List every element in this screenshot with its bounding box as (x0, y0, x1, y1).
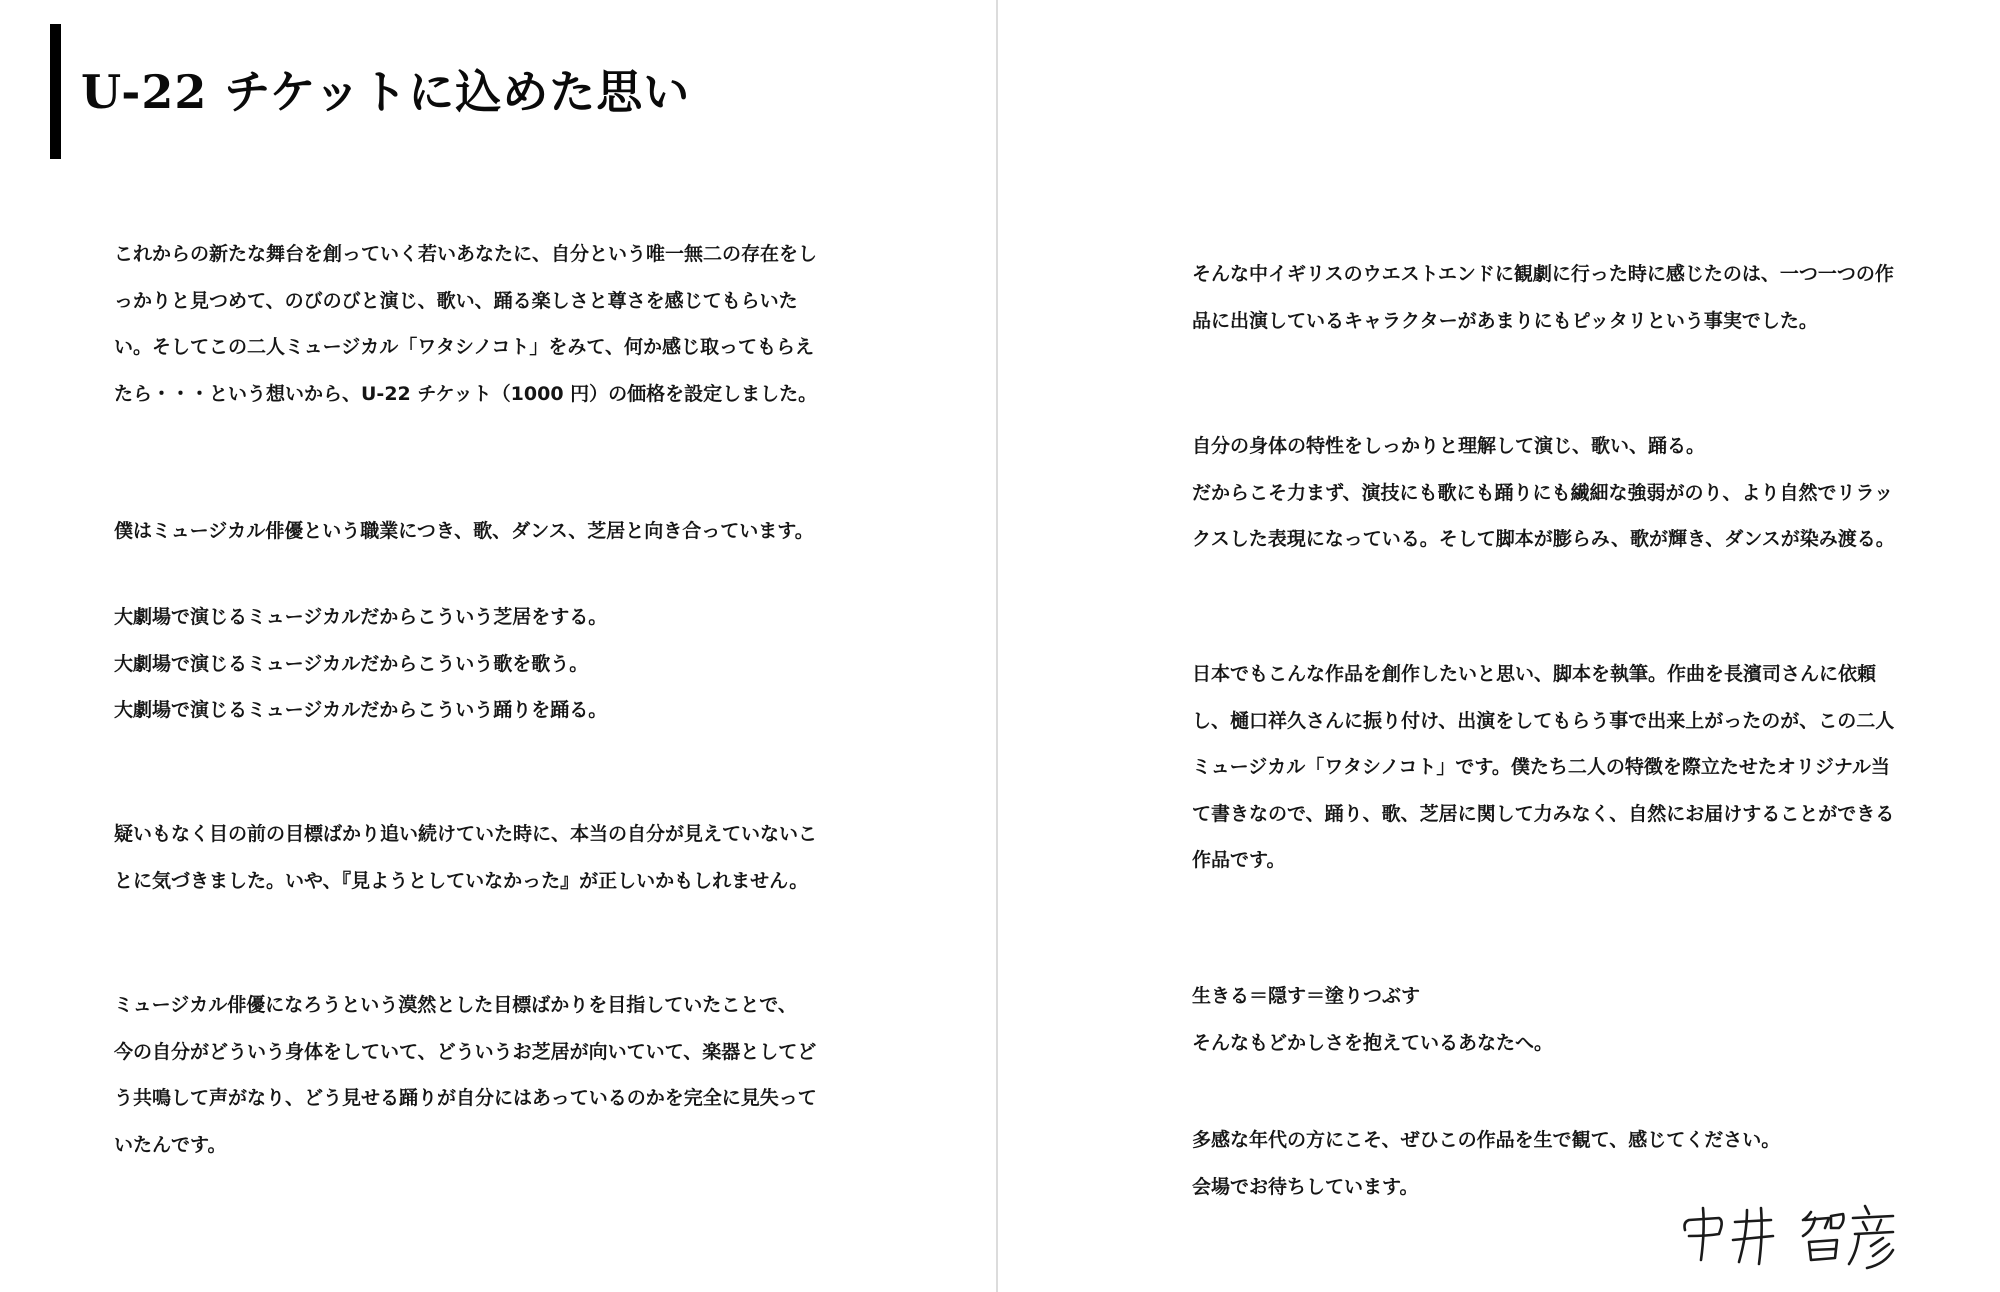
text-line: し、樋口祥久さんに振り付け、出演をしてもらう事で出来上がったのが、この二人 (1192, 709, 1895, 732)
page-divider (996, 0, 998, 1292)
right-paragraph-1 (1192, 251, 1894, 344)
text-line: 作品です。 (1192, 849, 1286, 871)
text-line: 自分の身体の特性をしっかりと理解して演じ、歌い、踊る。 (1192, 435, 1706, 457)
text-line: いたんです。 (114, 1133, 227, 1156)
text-line: 生きる＝隠す＝塗りつぶす (1192, 985, 1421, 1007)
text-line: 僕はミュージカル俳優という職業につき、歌、ダンス、芝居と向き合っています。 (114, 520, 814, 542)
right-paragraph-2 (1192, 423, 1895, 563)
right-paragraph-4 (1192, 973, 1553, 1066)
text-line: 大劇場で演じるミュージカルだからこういう芝居をする。 (114, 606, 608, 628)
text-line: ミュージカル俳優になろうという漠然とした目標ばかりを目指していたことで、 (114, 994, 797, 1016)
left-page (0, 0, 996, 1292)
text-line: 今の自分がどういう身体をしていて、どういうお芝居が向いていて、楽器としてど (114, 1040, 817, 1063)
text-line: とに気づきました。いや、『見ようとしていなかった』が正しいかもしれません。 (114, 869, 809, 892)
left-paragraph-5 (114, 982, 817, 1168)
text-line: だからこそ力まず、演技にも歌にも踊りにも繊細な強弱がのり、より自然でリラッ (1192, 481, 1894, 504)
text-line: 会場でお待ちしています。 (1192, 1175, 1419, 1198)
text-line: っかりと見つめて、のびのびと演じ、歌い、踊る楽しさと尊さを感じてもらいた (114, 289, 798, 312)
left-paragraph-2 (114, 508, 814, 555)
text-line: う共鳴して声がなり、どう見せる踊りが自分にはあっているのかを完全に見失って (114, 1087, 817, 1109)
text-line: 大劇場で演じるミュージカルだからこういう歌を歌う。 (114, 652, 589, 675)
text-line: 品に出演しているキャラクターがあまりにもピッタリという事実でした。 (1192, 309, 1818, 332)
text-line: い。そしてこの二人ミュージカル「ワタシノコト」をみて、何か感じ取ってもらえ (114, 336, 814, 358)
left-paragraph-3 (114, 594, 607, 734)
text-line: ミュージカル「ワタシノコト」です。僕たち二人の特徴を際立たせたオリジナル当 (1192, 756, 1890, 778)
right-page (999, 0, 2000, 1292)
text-line: これからの新たな舞台を創っていく若いあなたに、自分という唯一無二の存在をし (114, 243, 818, 265)
text-line: そんなもどかしさを抱えているあなたへ。 (1192, 1031, 1554, 1054)
handwritten-signature (1679, 1200, 1909, 1270)
title-accent-bar (50, 24, 61, 159)
text-line: そんな中イギリスのウエストエンドに観劇に行った時に感じたのは、一つ一つの作 (1192, 263, 1894, 285)
left-paragraph-1 (114, 231, 817, 417)
page-title: U-22 チケットに込めた思い (81, 65, 691, 119)
text-line: たら・・・という想いから、U-22 チケット（1000 円）の価格を設定しました。 (114, 382, 818, 405)
right-paragraph-3 (1192, 651, 1894, 884)
text-line: 大劇場で演じるミュージカルだからこういう踊りを踊る。 (114, 699, 608, 721)
text-line: 多感な年代の方にこそ、ぜひこの作品を生で観て、感じてください。 (1192, 1129, 1781, 1151)
text-line: 疑いもなく目の前の目標ばかり追い続けていた時に、本当の自分が見えていないこ (114, 823, 818, 845)
right-paragraph-5 (1192, 1117, 1780, 1210)
left-paragraph-4 (114, 811, 817, 904)
text-line: て書きなので、踊り、歌、芝居に関して力みなく、自然にお届けすることができる (1192, 802, 1895, 825)
text-line: クスした表現になっている。そして脚本が膨らみ、歌が輝き、ダンスが染み渡る。 (1192, 528, 1895, 550)
text-line: 日本でもこんな作品を創作したいと思い、脚本を執筆。作曲を長濱司さんに依頼 (1192, 663, 1877, 685)
